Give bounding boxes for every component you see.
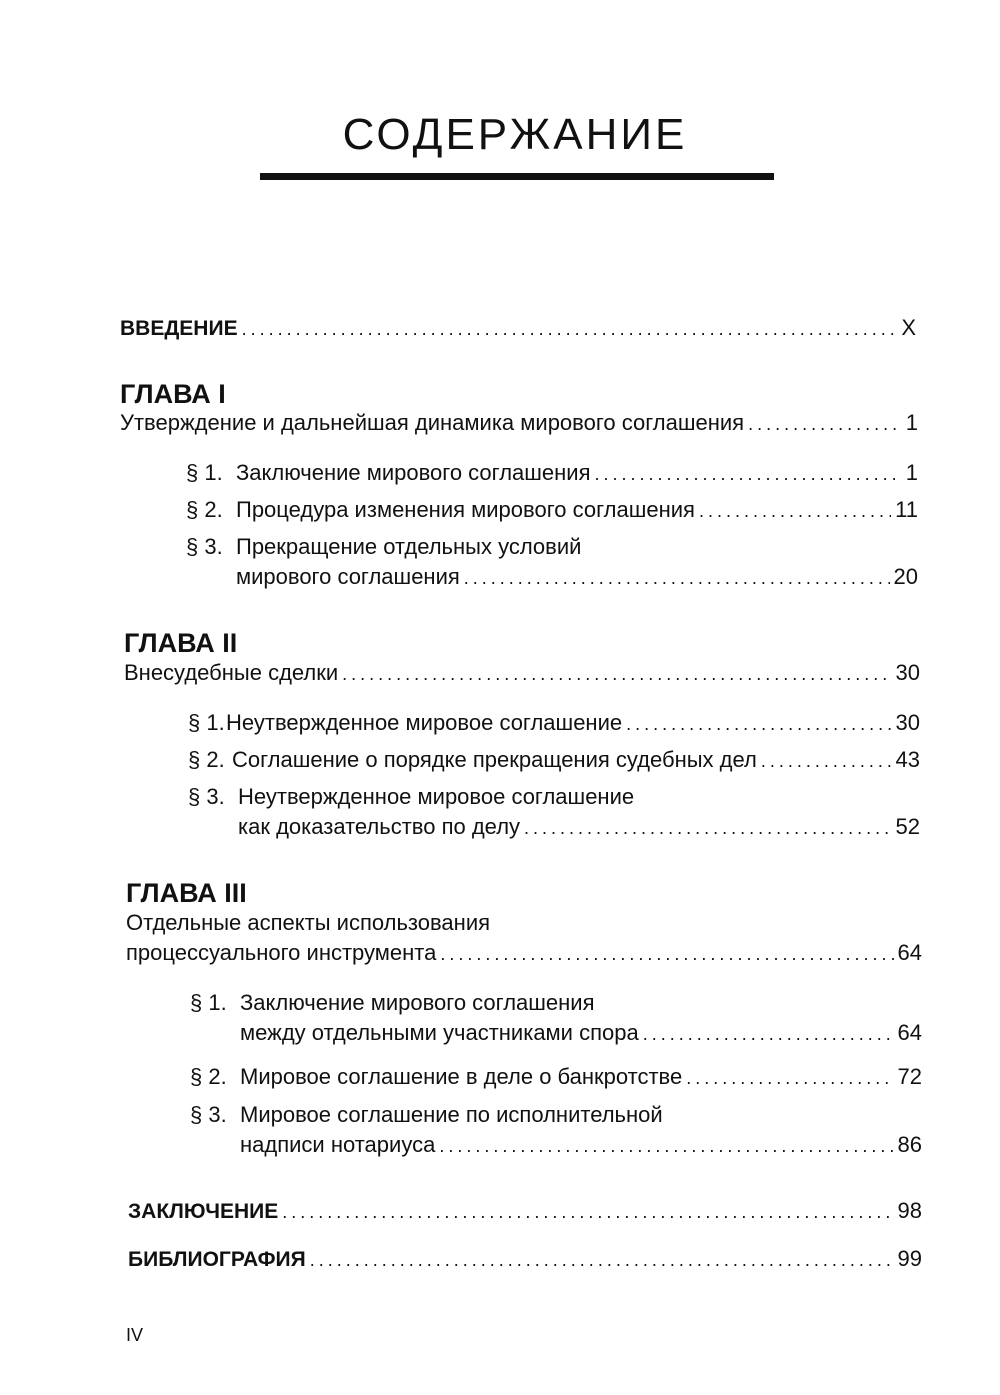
toc-page: X — [901, 315, 916, 340]
section-number: § 1. — [186, 460, 223, 485]
section-number: § 2. — [188, 747, 225, 772]
chapter-heading: ГЛАВА II — [124, 628, 238, 658]
toc-entry-chapter-2[interactable] — [124, 658, 920, 689]
dot-leader — [699, 496, 891, 526]
dot-leader — [440, 939, 893, 969]
toc-label: Заключение мирового соглашения — [236, 460, 591, 485]
toc-label: ЗАКЛЮЧЕНИЕ — [128, 1200, 279, 1223]
toc-entry-bibliography[interactable] — [128, 1244, 922, 1275]
toc-label: Соглашение о порядке прекращения судебных дел — [232, 747, 757, 772]
dot-leader — [242, 314, 898, 344]
toc-label: мирового соглашения — [236, 564, 460, 589]
toc-label: между отдельными участниками спора — [240, 1020, 639, 1045]
dot-leader — [342, 659, 891, 689]
toc-entry-section[interactable] — [186, 495, 918, 526]
dot-leader — [643, 1019, 894, 1049]
section-number: § 3. — [188, 784, 225, 809]
toc-label: Неутвержденное мировое соглашение — [238, 784, 635, 809]
dot-leader — [595, 459, 902, 489]
page-number: IV — [126, 1325, 144, 1345]
toc-entry-section[interactable] — [186, 458, 918, 489]
dot-leader — [686, 1063, 893, 1093]
toc-page: 11 — [895, 497, 918, 522]
toc-entry-section[interactable] — [188, 708, 920, 739]
toc-entry-section[interactable] — [240, 1018, 922, 1049]
section-number: § 2. — [186, 497, 223, 522]
toc-entry-introduction[interactable] — [120, 313, 916, 344]
toc-entry-section[interactable] — [238, 812, 920, 843]
toc-label: как доказательство по делу — [238, 814, 521, 839]
toc-label: Внесудебные сделки — [124, 660, 339, 685]
toc-page: 43 — [895, 747, 920, 772]
dot-leader — [761, 746, 892, 776]
page-title: СОДЕРЖАНИЕ — [342, 110, 688, 159]
toc-label: Заключение мирового соглашения — [240, 990, 595, 1015]
chapter-heading: ГЛАВА I — [120, 379, 226, 409]
dot-leader — [439, 1131, 893, 1161]
toc-label: Утверждение и дальнейшая динамика мирового соглашения — [120, 410, 745, 435]
dot-leader — [310, 1245, 894, 1275]
section-number: § 2. — [190, 1064, 227, 1089]
toc-entry-section[interactable] — [190, 1062, 922, 1093]
toc-entry-conclusion[interactable] — [128, 1196, 922, 1227]
toc-page: 64 — [897, 940, 922, 965]
toc-entry-section[interactable] — [188, 745, 920, 776]
toc-page: 98 — [897, 1198, 922, 1223]
toc-entry-section-line1[interactable] — [190, 988, 595, 1018]
toc-page: 72 — [897, 1064, 922, 1089]
toc-entry-chapter-3[interactable] — [126, 938, 922, 969]
section-number: § 3. — [190, 1102, 227, 1127]
toc-page: 30 — [895, 710, 920, 735]
toc-label: Мировое соглашение в деле о банкротстве — [240, 1064, 683, 1089]
toc-page: 52 — [895, 814, 920, 839]
toc-label: БИБЛИОГРАФИЯ — [128, 1248, 306, 1271]
section-number: § 3. — [186, 534, 223, 559]
toc-label: Прекращение отдельных условий — [236, 534, 582, 559]
dot-leader — [524, 813, 891, 843]
toc-page: 64 — [897, 1020, 922, 1045]
dot-leader — [748, 409, 902, 439]
toc-label: Мировое соглашение по исполнительной — [240, 1102, 663, 1127]
toc-page: 99 — [897, 1246, 922, 1271]
dot-leader — [464, 563, 890, 593]
toc-page: 1 — [905, 460, 918, 485]
toc-entry-section-line1[interactable] — [186, 532, 581, 562]
toc-label: ВВЕДЕНИЕ — [120, 317, 238, 340]
toc-label: процессуального инструмента — [126, 940, 437, 965]
dot-leader — [626, 709, 891, 739]
toc-entry-section[interactable] — [236, 562, 918, 593]
toc-page: 86 — [897, 1132, 922, 1157]
toc-entry-chapter-1[interactable] — [120, 408, 918, 439]
toc-page: 30 — [895, 660, 920, 685]
toc-label: Отдельные аспекты использования — [126, 910, 491, 935]
dot-leader — [282, 1197, 893, 1227]
toc-page: 20 — [893, 564, 918, 589]
toc-page: 1 — [905, 410, 918, 435]
toc-label: надписи нотариуса — [240, 1132, 436, 1157]
toc-label: Процедура изменения мирового соглашения — [236, 497, 695, 522]
title-underline — [260, 173, 774, 180]
toc-entry-section-line1[interactable] — [190, 1100, 663, 1130]
section-number: § 1. — [190, 990, 227, 1015]
section-number: § 1. — [188, 710, 225, 735]
chapter-heading: ГЛАВА III — [126, 878, 247, 908]
toc-entry-section-line1[interactable] — [188, 782, 634, 812]
toc-entry-section[interactable] — [240, 1130, 922, 1161]
toc-label: Неутвержденное мировое соглашение — [226, 710, 623, 735]
